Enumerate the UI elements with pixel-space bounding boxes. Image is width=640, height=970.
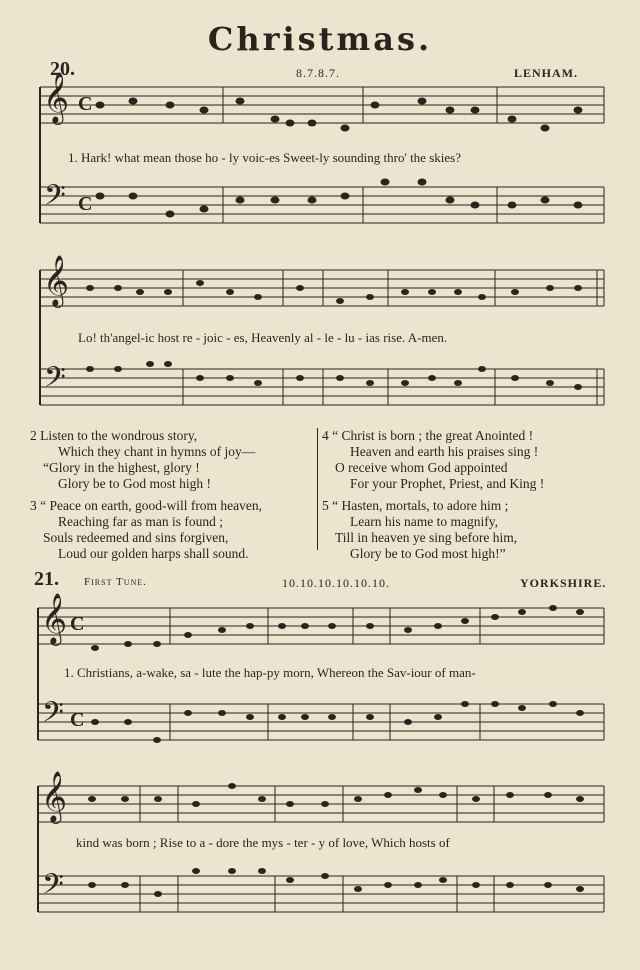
treble-clef-icon: 𝄞 [43,256,70,305]
lyric-line: 1. Christians, a-wake, sa - lute the hap-py morn, Whereon the Sav-iour of man- [64,665,476,680]
verse-number: 5 [322,498,329,513]
treble-clef-icon: 𝄞 [43,73,70,122]
lyric-line: Lo! th'angel-ic host re - joic - es, Heavenly al - le - lu - ias rise. A-men. [78,330,448,345]
hymn-meter: 8.7.8.7. [296,66,340,80]
verse-2: 2 Listen to the wondrous story, Which they chant in hymns of joy— “Glory in the highest, glory ! Glory be to God most high ! [30,428,256,491]
hymn-number: 21. [34,568,59,590]
verse-4: 4 “ Christ is born ; the great Anointed ! Heaven and earth his praises sing ! O receive whom God appointed For your Prophet, Priest, and King ! [322,428,545,491]
verse-number: 3 [30,498,37,513]
verse-number: 2 [30,428,37,443]
common-time-icon: C [70,709,85,731]
hymn-number: 20. [50,58,75,80]
tune-name: LENHAM. [514,66,578,80]
lyric-line: kind was born ; Rise to a - dore the mys - ter - y of love, Which hosts of [76,835,450,850]
treble-clef-icon: 𝄞 [41,594,68,643]
common-time-icon: C [78,193,93,215]
tune-name: YORKSHIRE. [520,576,607,590]
treble-clef-icon: 𝄞 [41,772,68,821]
verse-3: 3 “ Peace on earth, good-will from heaven, Reaching far as man is found ; Souls redeemed and sins forgiven, Loud our golden harps shall sound. [30,498,263,561]
tune-label: First Tune. [84,576,147,588]
bass-clef-icon: 𝄢 [42,870,64,907]
bass-clef-icon: 𝄢 [42,698,64,735]
common-time-icon: C [70,613,85,635]
bass-clef-icon: 𝄢 [44,363,66,400]
bass-clef-icon: 𝄢 [44,181,66,218]
lyric-line: 1. Hark! what mean those ho - ly voic-es Sweet-ly sounding thro' the skies? [68,150,461,165]
verse-number: 4 [322,428,329,443]
common-time-icon: C [78,93,93,115]
page-title: Christmas. [207,20,433,58]
hymn-meter: 10.10.10.10.10.10. [282,576,390,590]
verse-5: 5 “ Hasten, mortals, to adore him ; Learn his name to magnify, Till in heaven ye sing before him, Glory be to God most high!” [322,498,518,561]
